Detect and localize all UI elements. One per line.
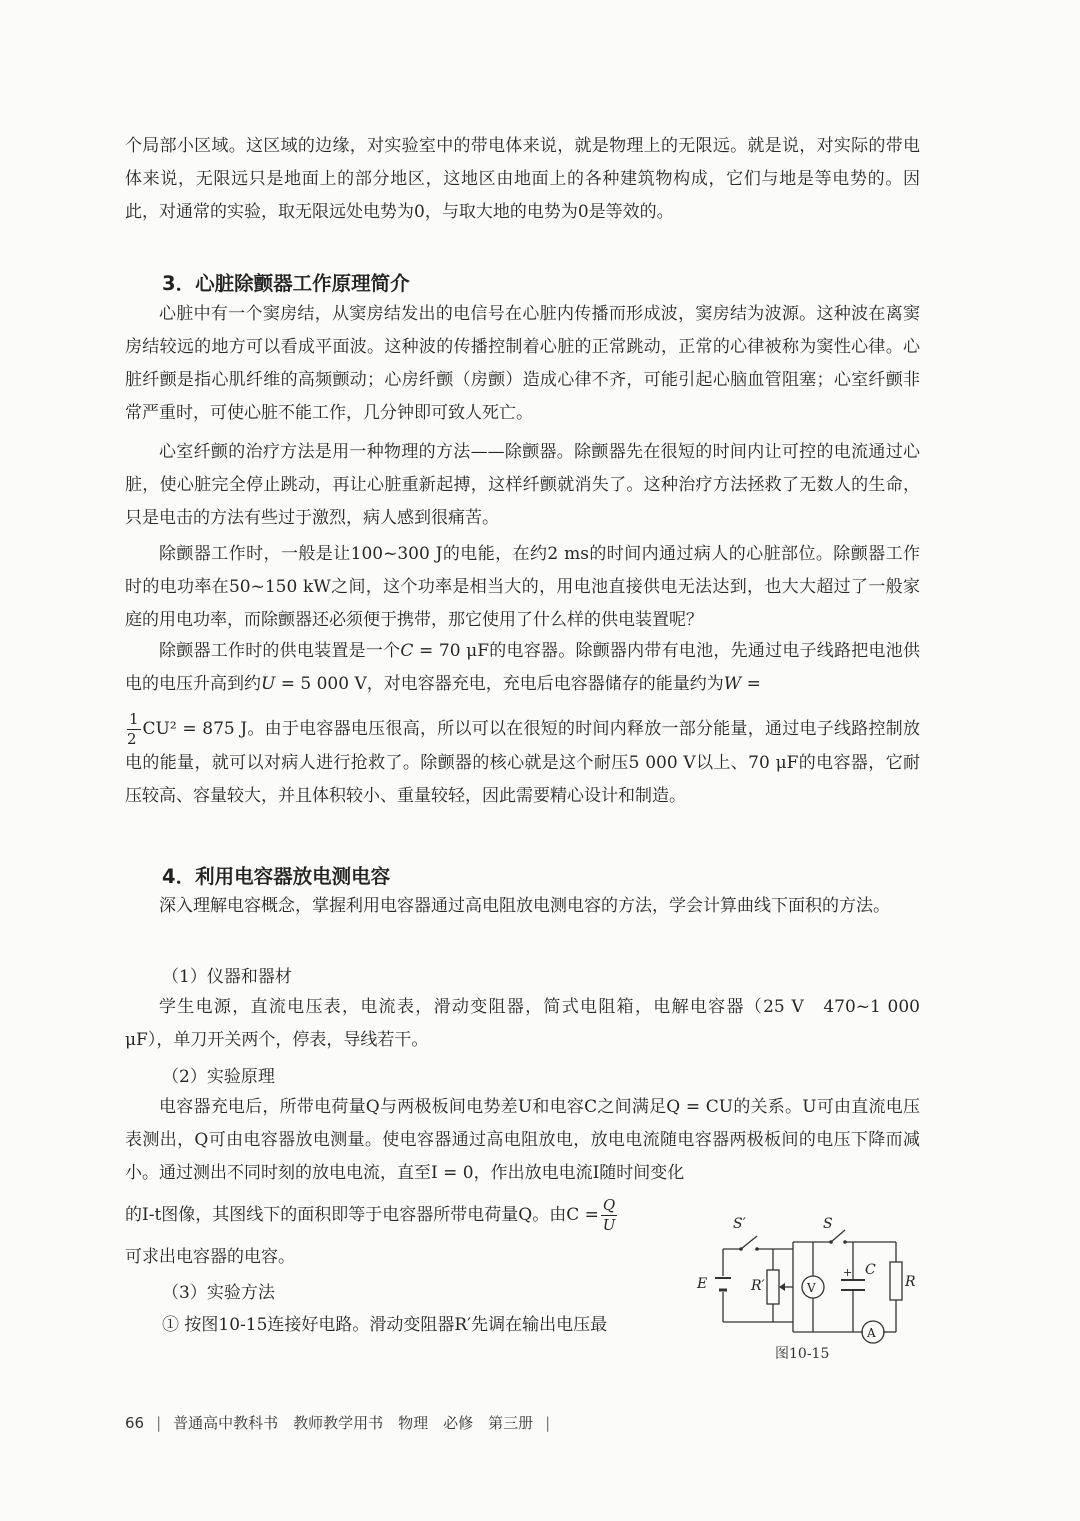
section-4-heading: 4．利用电容器放电测电容 (162, 865, 391, 888)
section-3-heading: 3．心脏除颤器工作原理简介 (162, 272, 410, 295)
one-half-fraction: $\frac{1}{2}$ (127, 710, 139, 748)
switch-s-prime-blade (741, 1236, 757, 1249)
section-3-paragraph-4: 除颤器工作时的供电装置是一个C = 70 μF的电容器。除颤器内带有电池，先通过电子线路把电池供电的电压升高到约U = 5 000 V，对电容器充电，充电后电容器储存的能量约为W = (125, 641, 921, 694)
sub-heading-equipment: （1）仪器和器材 (162, 967, 292, 987)
sub-heading-principle: （2）实验原理 (162, 1067, 275, 1087)
label-v: V (807, 1281, 816, 1295)
q-over-u-fraction: $\frac{Q}{U}$ (602, 1196, 616, 1234)
section-4-paragraph-4: 的I-t图像，其图线下的面积即等于电容器所带电荷量Q。由C = $\frac{Q}{U}$ (125, 1196, 616, 1234)
section-3-paragraph-2: 心室纤颤的治疗方法是用一种物理的方法——除颤器。除颤器先在很短的时间内让可控的电流通过心脏，使心脏完全停止跳动，再让心脏重新起搏，这样纤颤就消失了。这种治疗方法拯救了无数人的生命，只是电击的方法有些过于激烈，病人感到很痛苦。 (125, 442, 920, 528)
section-4-paragraph-2: 学生电源，直流电压表，电流表，滑动变阻器，简式电阻箱，电解电容器（25 V 470~1 000 μF），单刀开关两个，停表，导线若干。 (125, 997, 920, 1050)
section-4-paragraph-4-end: 可求出电容器的电容。 (125, 1247, 295, 1267)
battery-symbol (715, 1278, 731, 1290)
label-a: A (867, 1326, 876, 1340)
label-r: R (905, 1274, 916, 1290)
rheostat-r-prime (767, 1270, 779, 1304)
section-4-paragraph-3: 电容器充电后，所带电荷量Q与两极板间电势差U和电容C之间满足Q = CU的关系。U可由直流电压表测出，Q可由电容器放电测量。使电容器通过高电阻放电，放电电流随电容器两极板间的电压下降而减小。通过测出不同时刻的放电电流，直至I = 0，作出放电电流I随时间变化 (125, 1097, 920, 1183)
page-footer: 66 | 普通高中教科书 教师教学用书 物理 必修 第三册 | (125, 1414, 551, 1432)
section-3-paragraph-3: 除颤器工作时，一般是让100~300 J的电能，在约2 ms的时间内通过病人的心脏部位。除颤器工作时的电功率在50~150 kW之间，这个功率是相当大的，用电池直接供电无法达到，也大大超过了一般家庭的用电功率，而除颤器还必须便于携带，那它使用了什么样的供电装置呢？ (125, 544, 920, 630)
label-c: C (865, 1262, 876, 1278)
label-s-prime: S′ (733, 1216, 746, 1232)
section-3-paragraph-5: $\frac{1}{2}$ CU² = 875 J。由于电容器电压很高，所以可以在很短的时间内释放一部分能量，通过电子线路控制放电的能量，就可以对病人进行抢救了。除颤器的核心就是这个耐压5 000 V以上、70 μF的电容器，它耐压较高、容量较大，并且体积较小、重量较轻，因此需要精心设计和制造。 (125, 710, 920, 806)
page-number: 66 (125, 1414, 145, 1432)
figure-caption: 图10-15 (775, 1346, 830, 1362)
section-4-step-1: ① 按图10-15连接好电路。滑动变阻器R′先调在输出电压最 (162, 1315, 608, 1335)
label-plus: + (843, 1266, 853, 1279)
label-s: S (823, 1216, 833, 1232)
rheostat-slider-arrow (779, 1283, 785, 1291)
capacitor-symbol (841, 1280, 865, 1290)
section-4-paragraph-1: 深入理解电容概念，掌握利用电容器通过高电阻放电测电容的方法，学会计算曲线下面积的方法。 (159, 896, 890, 916)
book-title: 普通高中教科书 教师教学用书 物理 必修 第三册 (173, 1414, 534, 1432)
section-3-paragraph-1: 心脏中有一个窦房结，从窦房结发出的电信号在心脏内传播而形成波，窦房结为波源。这种波在离窦房结较远的地方可以看成平面波。这种波的传播控制着心脏的正常跳动，正常的心律被称为窦性心律。心脏纤颤是指心肌纤维的高频颤动；心房纤颤（房颤）造成心律不齐，可能引起心脑血管阻塞；心室纤颤非常严重时，可使心脏不能工作，几分钟即可致人死亡。 (125, 304, 920, 423)
label-r-prime: R′ (751, 1278, 765, 1294)
resistor-r (890, 1262, 902, 1300)
intro-paragraph: 个局部小区域。这区域的边缘，对实验室中的带电体来说，就是物理上的无限远。就是说，对实际的带电体来说，无限远只是地面上的部分地区，这地区由地面上的各种建筑物构成，它们与地是等电势的。因此，对通常的实验，取无限远处电势为0，与取大地的电势为0是等效的。 (125, 136, 920, 222)
switch-s-blade (831, 1230, 845, 1242)
sub-heading-method: （3）实验方法 (162, 1283, 275, 1303)
label-e: E (697, 1276, 708, 1292)
